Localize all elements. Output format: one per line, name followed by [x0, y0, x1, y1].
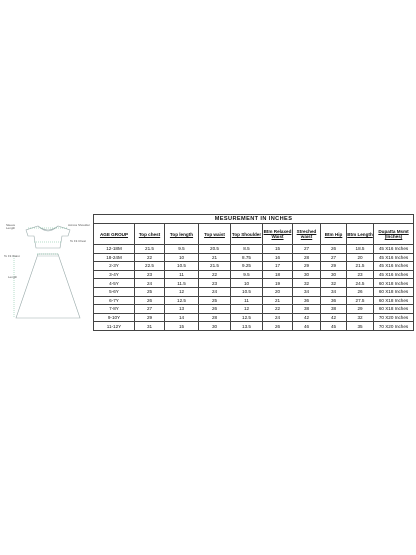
table-cell: 70 X20 Inches — [374, 313, 414, 322]
table-cell: 42 — [293, 313, 321, 322]
table-cell: 12 — [165, 287, 199, 296]
table-cell: 35 — [347, 322, 374, 331]
table-cell: 60 X18 Inches — [374, 279, 414, 288]
table-cell: 12.5 — [165, 296, 199, 305]
table-cell: 26 — [347, 287, 374, 296]
table-cell: 32 — [347, 313, 374, 322]
table-cell: 45 X16 Inches — [374, 253, 414, 262]
table-cell: 15 — [165, 322, 199, 331]
table-cell: 26 — [321, 245, 347, 254]
table-cell: 25 — [199, 296, 231, 305]
table-row — [94, 245, 414, 254]
table-cell: 32 — [321, 279, 347, 288]
table-cell: 26 — [199, 305, 231, 314]
table-cell: 26 — [263, 322, 293, 331]
table-cell: 24 — [199, 287, 231, 296]
column-header: Top waist — [199, 224, 231, 245]
table-cell: 34 — [293, 287, 321, 296]
column-header: Dupatta Msmt (Inches) — [374, 224, 414, 245]
table-cell: 29 — [135, 313, 165, 322]
column-header: Btm Hip — [321, 224, 347, 245]
table-cell: 24 — [263, 313, 293, 322]
table-cell: 13.5 — [231, 322, 263, 331]
table-cell: 42 — [321, 313, 347, 322]
table-cell: 2-3Y — [94, 262, 135, 271]
table-row — [94, 287, 414, 296]
table-cell: 21 — [263, 296, 293, 305]
table-cell: 29 — [347, 305, 374, 314]
table-cell: 11 — [231, 296, 263, 305]
table-cell: 12-18M — [94, 245, 135, 254]
table-cell: 8.75 — [231, 253, 263, 262]
table-cell: 23 — [347, 270, 374, 279]
table-cell: 22 — [263, 305, 293, 314]
table-row — [94, 270, 414, 279]
table-title: MESUREMENT IN INCHES — [94, 215, 414, 224]
size-diagram — [4, 214, 92, 324]
table-cell: 19 — [263, 279, 293, 288]
sleeve-length-label: Sleeve Length — [6, 223, 16, 230]
table-cell: 60 X18 Inches — [374, 287, 414, 296]
table-row — [94, 313, 414, 322]
table-cell: 45 X16 Inches — [374, 245, 414, 254]
table-cell: 30 — [199, 322, 231, 331]
table-cell: 26 — [135, 296, 165, 305]
table-row — [94, 322, 414, 331]
column-header: Top chest — [135, 224, 165, 245]
table-cell: 30 — [293, 270, 321, 279]
table-cell: 27 — [321, 253, 347, 262]
table-cell: 27.5 — [347, 296, 374, 305]
table-cell: 25 — [135, 287, 165, 296]
column-header: Btm Relaxed Waist — [263, 224, 293, 245]
table-cell: 21.5 — [135, 245, 165, 254]
table-cell: 31 — [135, 322, 165, 331]
column-header: Streched waist — [293, 224, 321, 245]
table-cell: 38 — [293, 305, 321, 314]
length-label: Length — [8, 275, 18, 279]
table-cell: 16 — [263, 253, 293, 262]
table-cell: 20 — [263, 287, 293, 296]
table-row — [94, 296, 414, 305]
table-cell: 24.5 — [347, 279, 374, 288]
column-header: Top Shoulder — [231, 224, 263, 245]
table-cell: 18 — [263, 270, 293, 279]
table-cell: 29 — [321, 262, 347, 271]
table-cell: 30 — [321, 270, 347, 279]
table-cell: 24 — [135, 279, 165, 288]
table-cell: 18.5 — [347, 245, 374, 254]
column-header: Top length — [165, 224, 199, 245]
table-cell: 23 — [199, 279, 231, 288]
table-cell: 45 X16 Inches — [374, 270, 414, 279]
table-cell: 27 — [135, 305, 165, 314]
table-cell: 6-7Y — [94, 296, 135, 305]
to-fit-chest-label: To Fit Chest — [70, 239, 87, 243]
table-cell: 21.5 — [347, 262, 374, 271]
table-cell: 10.5 — [165, 262, 199, 271]
across-shoulder-label: Across Shoulder — [68, 223, 91, 227]
table-cell: 32 — [293, 279, 321, 288]
table-cell: 3-4Y — [94, 270, 135, 279]
table-cell: 22.5 — [135, 262, 165, 271]
table-cell: 22 — [135, 253, 165, 262]
table-cell: 12 — [231, 305, 263, 314]
table-cell: 70 X20 Inches — [374, 322, 414, 331]
table-header-row — [94, 224, 414, 245]
column-header: Btm Length — [347, 224, 374, 245]
table-cell: 28 — [293, 253, 321, 262]
table-row — [94, 305, 414, 314]
table-body — [94, 245, 414, 331]
table-cell: 45 X16 Inches — [374, 262, 414, 271]
table-cell: 9.5 — [165, 245, 199, 254]
table-cell: 23 — [135, 270, 165, 279]
table-cell: 13 — [165, 305, 199, 314]
table-cell: 27 — [293, 245, 321, 254]
table-cell: 10 — [165, 253, 199, 262]
table-cell: 38 — [321, 305, 347, 314]
table-cell: 17 — [263, 262, 293, 271]
table-cell: 20.5 — [199, 245, 231, 254]
table-cell: 20 — [347, 253, 374, 262]
table-cell: 45 — [321, 322, 347, 331]
table-cell: 4-5Y — [94, 279, 135, 288]
measurement-table-container — [93, 214, 413, 331]
measurement-table — [93, 214, 414, 331]
table-cell: 11.5 — [165, 279, 199, 288]
table-row — [94, 279, 414, 288]
table-cell: 14 — [165, 313, 199, 322]
table-cell: 7-8Y — [94, 305, 135, 314]
table-cell: 60 X18 Inches — [374, 296, 414, 305]
lehenga-outline-illustration — [4, 214, 92, 324]
table-cell: 8.5 — [231, 245, 263, 254]
table-cell: 36 — [321, 296, 347, 305]
table-cell: 10 — [231, 279, 263, 288]
table-cell: 11-12Y — [94, 322, 135, 331]
to-fit-waist-label: To Fit Waist — [4, 254, 20, 258]
column-header: AGE GROUP — [94, 224, 135, 245]
table-cell: 36 — [293, 296, 321, 305]
table-cell: 15 — [263, 245, 293, 254]
table-cell: 21.5 — [199, 262, 231, 271]
table-cell: 29 — [293, 262, 321, 271]
table-cell: 18-24M — [94, 253, 135, 262]
table-row — [94, 253, 414, 262]
table-cell: 21 — [199, 253, 231, 262]
table-cell: 46 — [293, 322, 321, 331]
table-cell: 12.5 — [231, 313, 263, 322]
table-cell: 9.25 — [231, 262, 263, 271]
table-cell: 22 — [199, 270, 231, 279]
table-cell: 9.5 — [231, 270, 263, 279]
table-cell: 9-10Y — [94, 313, 135, 322]
table-cell: 11 — [165, 270, 199, 279]
table-cell: 10.5 — [231, 287, 263, 296]
table-cell: 5-6Y — [94, 287, 135, 296]
table-cell: 60 X18 Inches — [374, 305, 414, 314]
table-row — [94, 262, 414, 271]
table-cell: 28 — [199, 313, 231, 322]
table-cell: 34 — [321, 287, 347, 296]
